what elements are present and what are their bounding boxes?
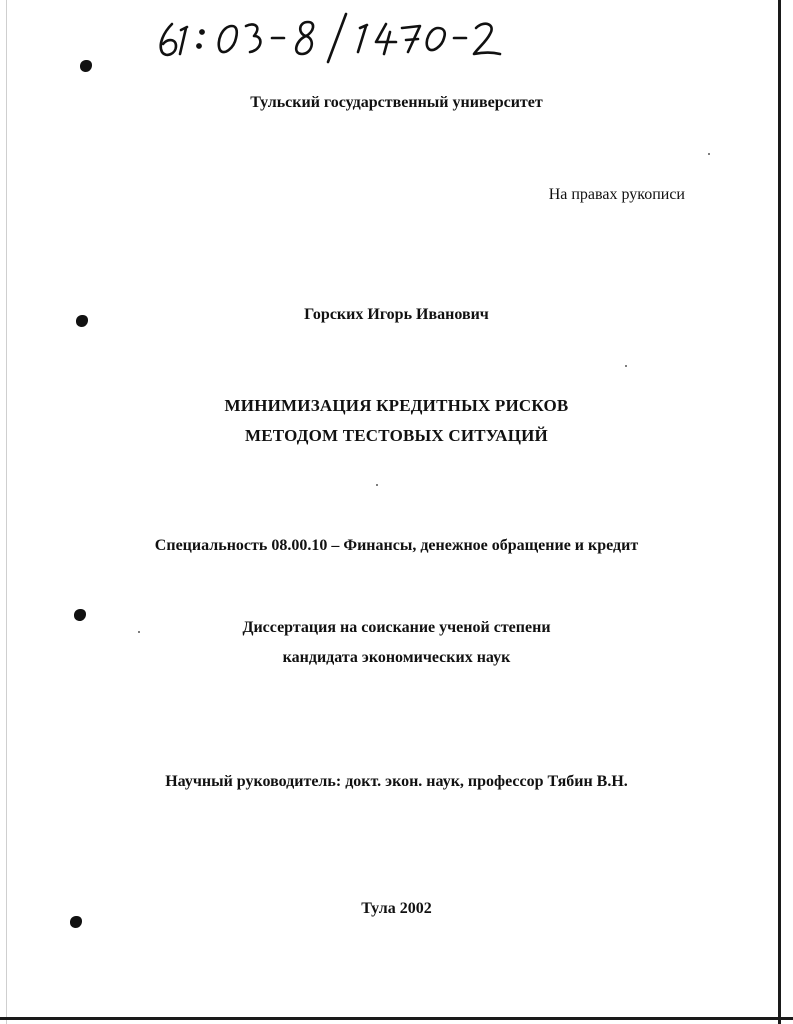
author-name: Горских Игорь Иванович: [304, 306, 489, 323]
scan-edge-bottom: [0, 1017, 793, 1020]
manuscript-note: На правах рукописи: [548, 186, 685, 203]
degree-line-2: кандидата экономических наук: [282, 649, 511, 666]
handwritten-archive-code: [150, 6, 530, 66]
scientific-supervisor: Научный руководитель: докт. экон. наук, профессор Тябин В.Н.: [165, 773, 628, 790]
dissertation-title-line-2: МЕТОДОМ ТЕСТОВЫХ СИТУАЦИЙ: [245, 426, 548, 445]
scan-edge-left: [6, 0, 7, 1024]
scan-speck: [625, 365, 627, 367]
specialty: Специальность 08.00.10 – Финансы, денежное обращение и кредит: [154, 537, 639, 554]
dissertation-title-line-1: МИНИМИЗАЦИЯ КРЕДИТНЫХ РИСКОВ: [224, 396, 569, 415]
place-and-year: Тула 2002: [361, 900, 432, 917]
university-name: Тульский государственный университет: [250, 94, 543, 111]
punch-hole-1: [80, 60, 92, 72]
degree-line-1: Диссертация на соискание ученой степени: [242, 619, 551, 636]
scan-speck: [376, 484, 378, 486]
scan-edge-right: [778, 0, 781, 1024]
scan-speck: [708, 153, 710, 155]
